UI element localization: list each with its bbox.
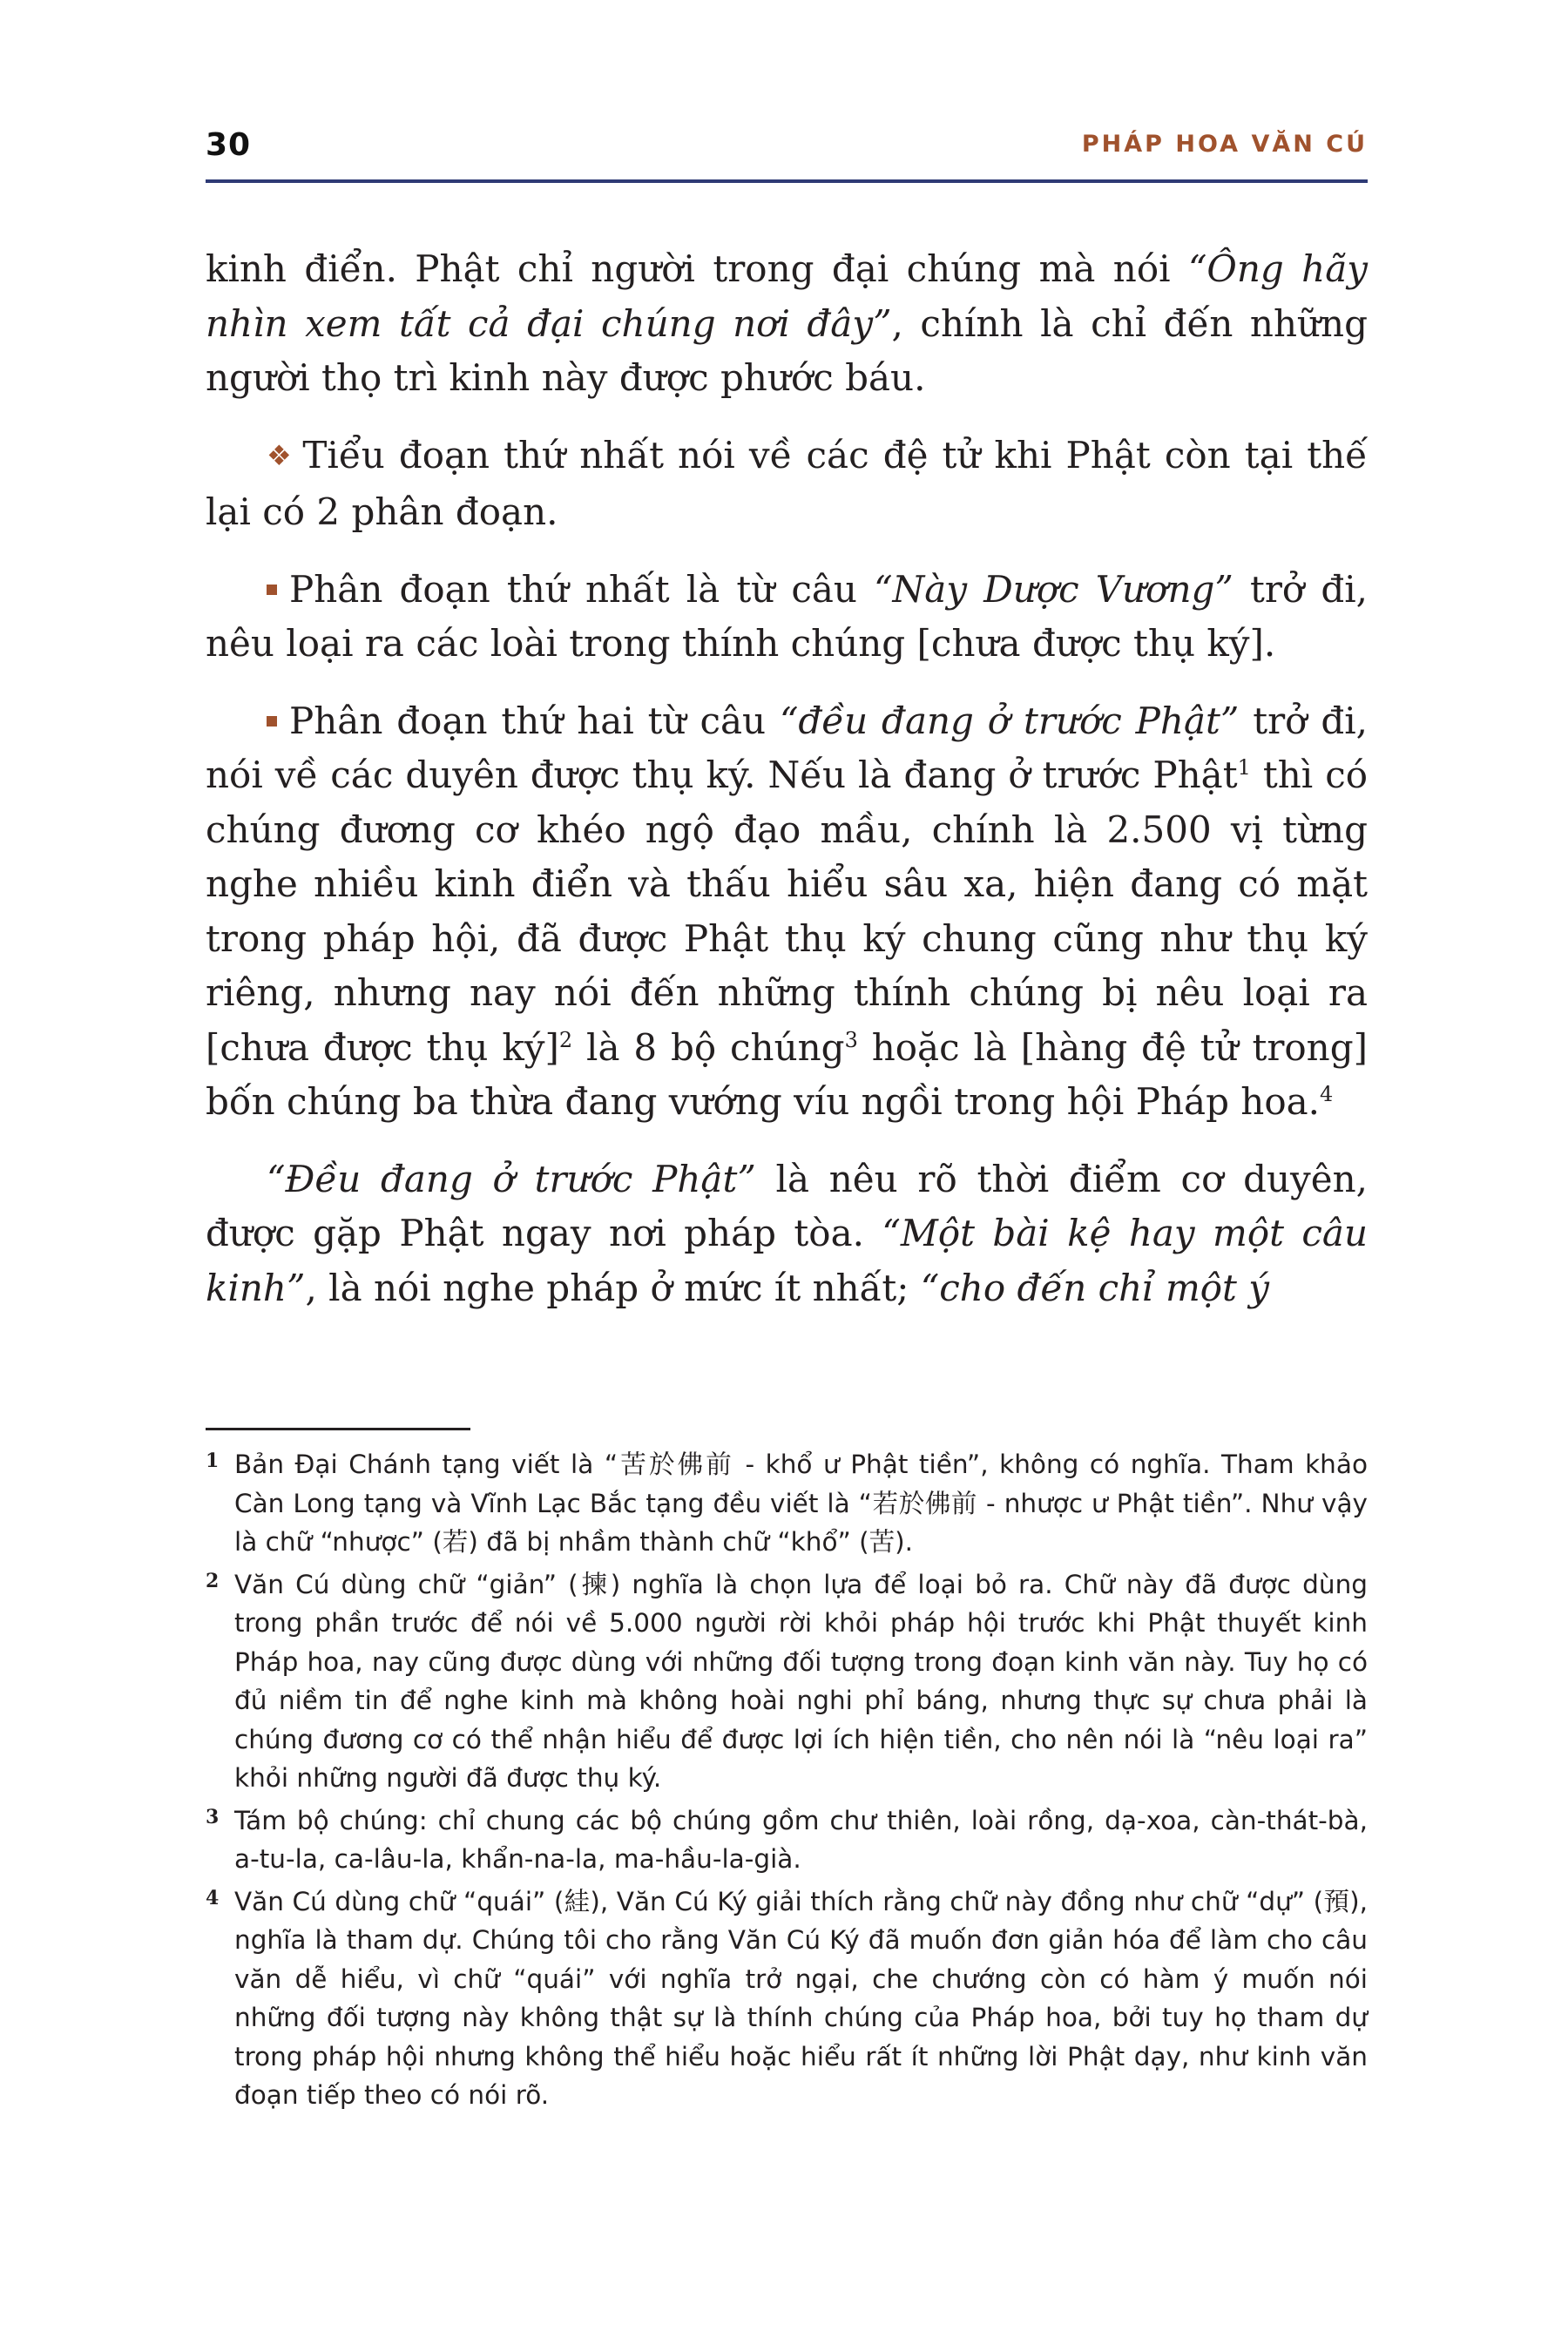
footnote-number: 4 xyxy=(206,1886,220,1909)
quote: “Này Dược Vương” xyxy=(874,567,1233,611)
footnote-text: Văn Cú dùng chữ “quái” (絓), Văn Cú Ký giải thích rằng chữ này đồng như chữ “dự” (預), nghĩa là tham dự. Chúng tôi cho rằng Văn Cú Ký đã muốn đơn giản hóa để làm cho câu văn dễ hiểu, vì chữ “quái” với nghĩa trở ngại, che chướng còn có hàm ý muốn nói những đối tượng này không thật sự là thính chúng của Pháp hoa, bởi tuy họ tham dự trong pháp hội nhưng không thể hiểu hoặc hiểu rất ít những lời Phật dạy, như kinh văn đoạn tiếp theo có nói rõ. xyxy=(234,1886,1368,2110)
text-run: là nêu rõ thời điểm cơ duyên, được gặp Phật ngay nơi pháp tòa. xyxy=(206,1157,1369,1254)
text-run: , là nói nghe pháp ở mức ít nhất; xyxy=(305,1266,921,1309)
text-run: hoặc là [hàng đệ tử trong] bốn chúng ba thừa đang vướng víu ngồi trong hội Pháp hoa. xyxy=(206,1025,1369,1123)
square-bullet-icon xyxy=(267,585,277,595)
text-run: thì có chúng đương cơ khéo ngộ đạo mầu, chính là 2.500 vị từng nghe nhiều kinh điển và thấu hiểu sâu xa, hiện đang có mặt trong pháp hội, đã được Phật thụ ký chung cũng như thụ ký riêng, nhưng nay nói đến những thính chúng bị nêu loại ra [chưa được thụ ký] xyxy=(206,754,1368,1069)
footnote-3 xyxy=(206,1801,1368,1879)
paragraph-1 xyxy=(206,242,1368,406)
quote: “đều đang ở trước Phật” xyxy=(779,699,1240,742)
footnote-ref-3[interactable]: 3 xyxy=(844,1027,858,1052)
text-run: Phân đoạn thứ nhất là từ câu xyxy=(289,567,875,611)
paragraph-2 xyxy=(206,429,1368,540)
footnotes xyxy=(206,1445,1368,2119)
text-run: Phân đoạn thứ hai từ câu xyxy=(289,699,780,742)
running-title: PHÁP HOA VĂN CÚ xyxy=(1081,131,1368,158)
footnote-text: Tám bộ chúng: chỉ chung các bộ chúng gồm chư thiên, loài rồng, dạ-xoa, càn-thát-bà, a-tu-la, ca-lâu-la, khẩn-na-la, ma-hầu-la-già. xyxy=(234,1805,1368,1874)
quote: “cho đến chỉ một ý xyxy=(920,1266,1270,1309)
text-run: Tiểu đoạn thứ nhất nói về các đệ tử khi Phật còn tại thế lại có 2 phân đoạn. xyxy=(206,433,1368,533)
quote: “Đều đang ở trước Phật” xyxy=(267,1157,756,1200)
footnote-ref-4[interactable]: 4 xyxy=(1320,1082,1334,1106)
text-run: trở đi, nêu loại ra các loài trong thính chúng [chưa được thụ ký]. xyxy=(206,567,1368,665)
footnote-text: Bản Đại Chánh tạng viết là “苦於佛前 - khổ ư Phật tiền”, không có nghĩa. Tham khảo Càn Long tạng và Vĩnh Lạc Bắc tạng đều viết là “若於佛前 - nhược ư Phật tiền”. Như vậy là chữ “nhược” (若) đã bị nhầm thành chữ “khổ” (苦). xyxy=(234,1450,1368,1557)
footnote-2 xyxy=(206,1565,1368,1798)
text-run: kinh điển. Phật chỉ người trong đại chúng mà nói xyxy=(206,247,1188,290)
quote: “Ông hãy nhìn xem tất cả đại chúng nơi đây” xyxy=(206,247,1368,345)
paragraph-3 xyxy=(206,563,1368,672)
text-run: là 8 bộ chúng xyxy=(572,1025,845,1069)
square-bullet-icon xyxy=(267,716,277,727)
footnote-number: 3 xyxy=(206,1805,220,1828)
paragraph-4 xyxy=(206,694,1368,1130)
text-run: trở đi, nói về các duyên được thụ ký. Nếu là đang ở trước Phật xyxy=(206,699,1368,796)
diamond-bullet-icon: ❖ xyxy=(267,438,294,472)
footnote-ref-1[interactable]: 1 xyxy=(1237,755,1251,780)
footnote-4 xyxy=(206,1882,1368,2115)
body-text xyxy=(206,242,1368,1338)
quote: “Một bài kệ hay một câu kinh” xyxy=(206,1212,1368,1309)
footnote-number: 1 xyxy=(206,1450,220,1472)
page-number: 30 xyxy=(206,127,252,163)
footnote-text: Văn Cú dùng chữ “giản” (揀) nghĩa là chọn lựa để loại bỏ ra. Chữ này đã được dùng trong phần trước để nói về 5.000 người rời khỏi pháp hội trước khi Phật thuyết kinh Pháp hoa, nay cũng được dùng với những đối tượng trong đoạn kinh văn này. Tuy họ có đủ niềm tin để nghe kinh mà không hoài nghi phỉ báng, nhưng thực sự chưa phải là chúng đương cơ có thể nhận hiểu để được lợi ích hiện tiền, cho nên nói là “nêu loại ra” khỏi những người đã được thụ ký. xyxy=(234,1569,1368,1793)
footnote-number: 2 xyxy=(206,1569,220,1592)
footnote-ref-2[interactable]: 2 xyxy=(558,1027,573,1052)
footnote-1 xyxy=(206,1445,1368,1562)
page-header xyxy=(206,127,1368,183)
text-run: , chính là chỉ đến những người thọ trì kinh này được phước báu. xyxy=(206,301,1368,399)
footnote-divider xyxy=(206,1428,470,1430)
paragraph-5 xyxy=(206,1152,1368,1316)
